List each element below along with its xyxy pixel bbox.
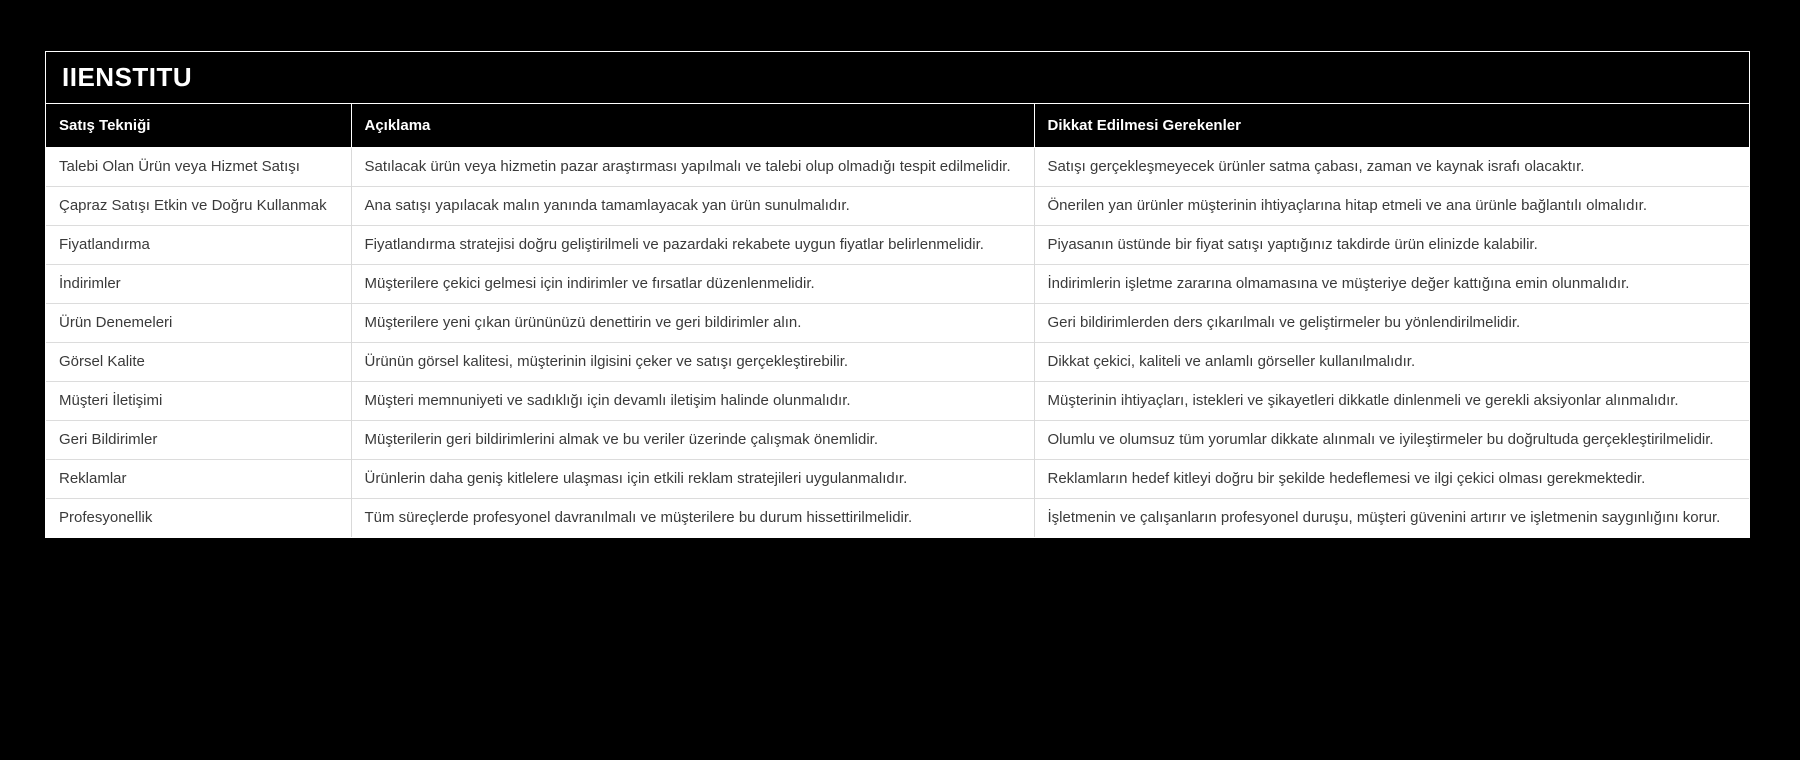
table-head	[46, 104, 1749, 148]
table-cell-description: Tüm süreçlerde profesyonel davranılmalı ve müşterilere bu durum hissettirilmelidir.	[351, 499, 1034, 538]
table-cell-technique: İndirimler	[46, 265, 351, 304]
column-header-considerations: Dikkat Edilmesi Gerekenler	[1034, 104, 1749, 148]
table-cell-description: Ürünün görsel kalitesi, müşterinin ilgisini çeker ve satışı gerçekleştirebilir.	[351, 343, 1034, 382]
column-header-description: Açıklama	[351, 104, 1034, 148]
table-cell-considerations: Önerilen yan ürünler müşterinin ihtiyaçlarına hitap etmeli ve ana ürünle bağlantılı olmalıdır.	[1034, 187, 1749, 226]
table-cell-considerations: Dikkat çekici, kaliteli ve anlamlı görseller kullanılmalıdır.	[1034, 343, 1749, 382]
table-cell-considerations: İndirimlerin işletme zararına olmamasına ve müşteriye değer kattığına emin olunmalıdır.	[1034, 265, 1749, 304]
table-cell-considerations: Olumlu ve olumsuz tüm yorumlar dikkate alınmalı ve iyileştirmeler bu doğrultuda gerçekleştirilmelidir.	[1034, 421, 1749, 460]
table-cell-description: Fiyatlandırma stratejisi doğru geliştirilmeli ve pazardaki rekabete uygun fiyatlar belirlenmelidir.	[351, 226, 1034, 265]
table-cell-considerations: İşletmenin ve çalışanların profesyonel duruşu, müşteri güvenini artırır ve işletmenin saygınlığını korur.	[1034, 499, 1749, 538]
table-body	[46, 148, 1749, 538]
table-row	[46, 226, 1749, 265]
table-cell-technique: Ürün Denemeleri	[46, 304, 351, 343]
table-cell-description: Müşterilere çekici gelmesi için indirimler ve fırsatlar düzenlenmelidir.	[351, 265, 1034, 304]
table-cell-description: Ürünlerin daha geniş kitlelere ulaşması için etkili reklam stratejileri uygulanmalıdır.	[351, 460, 1034, 499]
table-cell-description: Ana satışı yapılacak malın yanında tamamlayacak yan ürün sunulmalıdır.	[351, 187, 1034, 226]
table-cell-technique: Profesyonellik	[46, 499, 351, 538]
table-cell-technique: Görsel Kalite	[46, 343, 351, 382]
sales-techniques-card	[45, 51, 1750, 538]
table-cell-description: Müşteri memnuniyeti ve sadıklığı için devamlı iletişim halinde olunmalıdır.	[351, 382, 1034, 421]
table-cell-considerations: Müşterinin ihtiyaçları, istekleri ve şikayetleri dikkatle dinlenmeli ve gerekli aksiyonlar alınmalıdır.	[1034, 382, 1749, 421]
table-header-row	[46, 104, 1749, 148]
table-cell-considerations: Satışı gerçekleşmeyecek ürünler satma çabası, zaman ve kaynak israfı olacaktır.	[1034, 148, 1749, 187]
brand-header-bar	[46, 52, 1749, 104]
table-row	[46, 460, 1749, 499]
table-row	[46, 265, 1749, 304]
table-row	[46, 148, 1749, 187]
sales-techniques-table	[46, 104, 1749, 537]
table-cell-technique: Reklamlar	[46, 460, 351, 499]
table-cell-description: Müşterilere yeni çıkan ürününüzü denettirin ve geri bildirimler alın.	[351, 304, 1034, 343]
table-row	[46, 421, 1749, 460]
table-row	[46, 187, 1749, 226]
table-cell-technique: Fiyatlandırma	[46, 226, 351, 265]
table-cell-technique: Çapraz Satışı Etkin ve Doğru Kullanmak	[46, 187, 351, 226]
table-cell-considerations: Reklamların hedef kitleyi doğru bir şekilde hedeflemesi ve ilgi çekici olması gerekmektedir.	[1034, 460, 1749, 499]
column-header-technique: Satış Tekniği	[46, 104, 351, 148]
table-row	[46, 343, 1749, 382]
table-cell-technique: Geri Bildirimler	[46, 421, 351, 460]
table-cell-description: Satılacak ürün veya hizmetin pazar araştırması yapılmalı ve talebi olup olmadığı tespit edilmelidir.	[351, 148, 1034, 187]
table-cell-description: Müşterilerin geri bildirimlerini almak ve bu veriler üzerinde çalışmak önemlidir.	[351, 421, 1034, 460]
table-row	[46, 499, 1749, 538]
table-row	[46, 382, 1749, 421]
table-cell-considerations: Geri bildirimlerden ders çıkarılmalı ve geliştirmeler bu yönlendirilmelidir.	[1034, 304, 1749, 343]
table-cell-technique: Talebi Olan Ürün veya Hizmet Satışı	[46, 148, 351, 187]
table-cell-considerations: Piyasanın üstünde bir fiyat satışı yaptığınız takdirde ürün elinizde kalabilir.	[1034, 226, 1749, 265]
table-row	[46, 304, 1749, 343]
brand-title: IIENSTITU	[62, 62, 193, 92]
table-cell-technique: Müşteri İletişimi	[46, 382, 351, 421]
